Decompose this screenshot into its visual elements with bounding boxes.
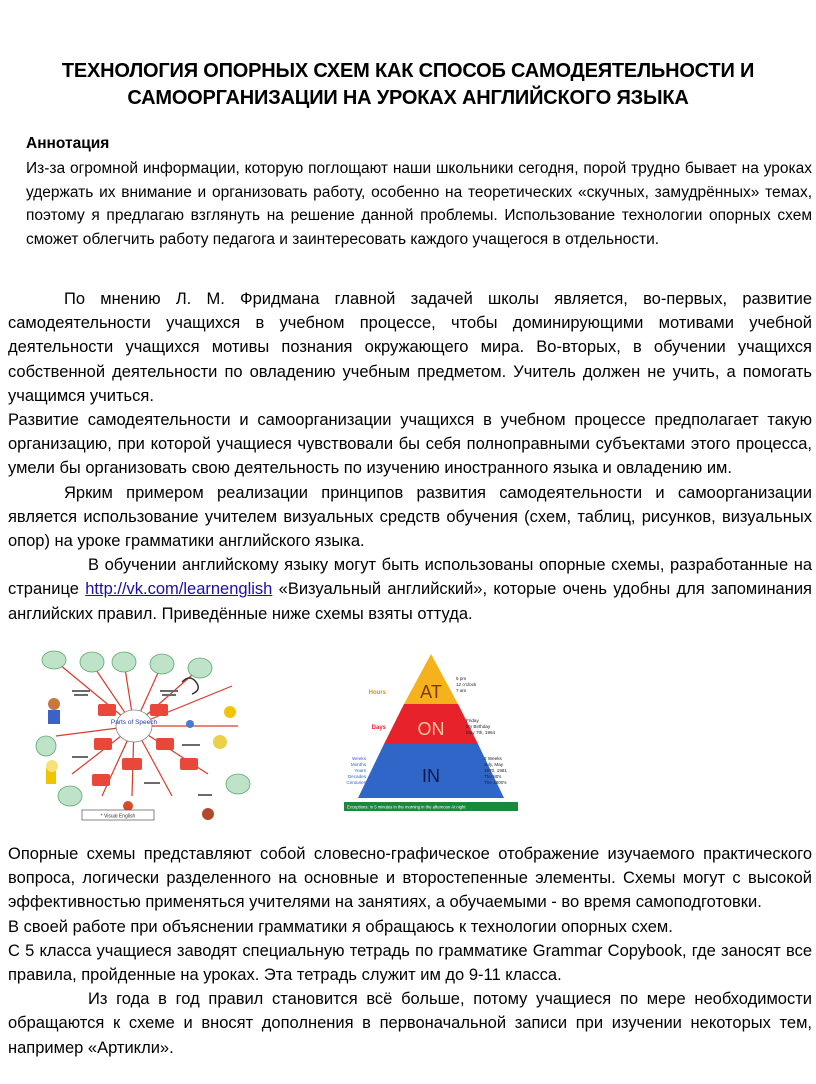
in-example-1: 2 Weeks (484, 756, 502, 761)
title-line-2: САМООРГАНИЗАЦИИ НА УРОКАХ АНГЛИЙСКОГО ЯЗЫКА (127, 87, 689, 109)
paragraph-3: Ярким примером реализации принципов развития самодеятельности и самоорганизации является использование учителем визуальных средств обучения (схем, таблиц, рисунков, визуальных опор) на уроке грамматики английского языка. (8, 483, 812, 551)
level-on: ON (417, 719, 445, 739)
paragraph-4-text-b: «Визуальный английский», которые очень удобны для запоминания английских правил. Приведённые ниже схемы взяты оттуда. (8, 580, 812, 623)
level-in: IN (422, 766, 440, 786)
paragraph-2: Развитие самодеятельности и самоорганизации учащихся в учебном процессе предполагает такую организацию, при которой учащиеся чувствовали бы себя полноправными субъектами этого процесса, умели бы организовать свою деятельность по изучению иностранного языка и овладению им. (8, 411, 812, 478)
at-example-1: 5 pm (456, 676, 467, 681)
in-examples (484, 756, 507, 785)
at-examples (456, 676, 477, 693)
on-examples (466, 718, 496, 735)
exceptions-text: Exceptions: in 5 minutes in the morning in the afternoon At night (347, 804, 466, 810)
label-years: Years (354, 768, 366, 773)
on-example-1: Friday (466, 718, 479, 723)
at-example-2: 12 o'clock (456, 682, 477, 687)
label-centuries: Centuries (346, 780, 366, 785)
abstract-text: Из-за огромной информации, которую поглощают наши школьники сегодня, порой трудно бывает на уроках удержать их внимание и организовать работу, особенно на теоретических «скучных, замудрённых» темах, поэтому я предлагаю взглянуть на решение данной проблемы. Использование технологии опорных схем сможет облегчить работу педагога и заинтересовать каждого учащегося в отдельности. (26, 160, 812, 248)
body-section-bottom (8, 842, 812, 1060)
in-example-4: The 80's (484, 774, 502, 779)
on-example-2: My Birthday (466, 724, 491, 729)
label-weeks: Weeks (352, 756, 366, 761)
paragraph-6: В своей работе при объяснении грамматики я обращаюсь к технологии опорных схем. (8, 917, 673, 936)
at-example-3: 7 am (456, 688, 467, 693)
prepositions-pyramid (342, 648, 520, 818)
label-hours: Hours (368, 690, 386, 696)
level-at: AT (420, 682, 442, 702)
paragraph-4 (8, 553, 812, 626)
label-months: Months (350, 762, 366, 767)
in-example-5: The 1800's (484, 780, 507, 785)
body-section-top (8, 287, 812, 626)
paragraph-8: Из года в год правил становится всё больше, потому учащиеся по мере необходимости обращаются к схеме и вносят дополнения в первоначальной записи при изучении некоторых тем, например «Артикли». (8, 990, 812, 1057)
paragraph-7: С 5 класса учащиеся заводят специальную тетрадь по грамматике Grammar Copybook, где заносят все правила, пройденные на уроках. Эта тетрадь служит им до 9-11 класса. (8, 941, 812, 985)
paragraph-4-text-a: В обучении английскому языку могут быть использованы опорные схемы, разработанные на странице (8, 556, 812, 599)
in-example-3: 1970, 1981 (484, 768, 507, 773)
in-left-labels (346, 756, 366, 785)
paragraph-1: По мнению Л. М. Фридмана главной задачей школы является, во-первых, развитие самодеятельности учащихся в учебном процессе, чтобы доминирующими мотивами учебной деятельности учащихся мотивы познания окружающего мира. Во-вторых, в обучении учащихся собственной деятельности по овладению учебным предметом. Учитель должен не учить, а помогать учащимся учиться. (8, 290, 812, 405)
abstract-heading: Аннотация (26, 135, 110, 152)
label-decades: Decades (347, 774, 366, 779)
paragraph-5: Опорные схемы представляют собой словесно-графическое отображение изучаемого практического вопроса, логически разделенного на основные и второстепенные элементы. Схемы могут с высокой эффективностью применяться учителями на занятиях, а обучаемыми - во время самоподготовки. (8, 845, 812, 912)
in-example-2: July, May (484, 762, 504, 767)
label-days: Days (371, 725, 386, 731)
center-node (116, 710, 152, 742)
diagram-footer: * Visual English (100, 813, 136, 820)
learnenglish-link[interactable]: http://vk.com/learnenglish (85, 580, 273, 599)
title-line-1: ТЕХНОЛОГИЯ ОПОРНЫХ СХЕМ КАК СПОСОБ САМОДЕЯТЕЛЬНОСТИ И (61, 60, 755, 82)
center-label: Parts of Speech (110, 719, 158, 726)
on-example-3: May 7th, 1964 (466, 730, 496, 735)
parts-of-speech-diagram (32, 646, 254, 824)
document-title (10, 58, 806, 112)
